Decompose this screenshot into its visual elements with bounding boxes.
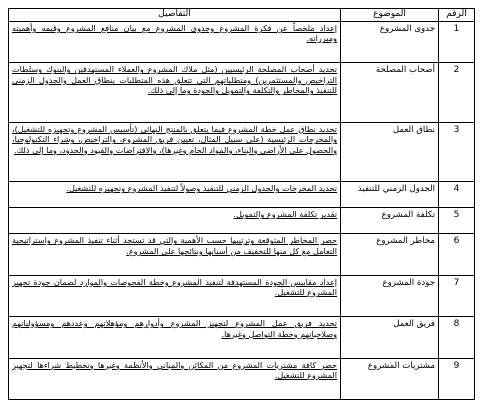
table-row [9, 182, 475, 208]
row-details: حصر المخاطر المتوقعة وترتيبها حسب الأهمية والتي قد تستجد أثناء تنفيذ المشروع واستراتيجية التعامل مع كل منها للتخفيف من أسبابها ونتائجها على المشروع. [12, 235, 337, 256]
row-details: تحديد فريق عمل المشروع لتجهيز المشروع وأدوارهم ومؤهلاتهم وعددهم ومسؤولياتهم وصلاحياتهم وخطة التواصل وغيرها. [12, 318, 337, 339]
row-details-cell [9, 317, 341, 358]
row-topic: مخاطر المشروع [341, 234, 439, 275]
row-topic: جدوى المشروع [341, 22, 439, 63]
row-details: تحديد أصحاب المصلحة الرئيسيين (مثل ملاك المشروع والعملاء المستهدفين والبنوك وسلطات التراخيص والمستثمرين) ومتطلباتهم التي تتعلق هذه المتطلبات بنطاق العمل والجدول الزمني للتنفيذ والمخاطر والتكلفة والتمويل والجودة وما إلى ذلك. [12, 64, 337, 96]
row-details: تقدير تكلفة المشروع والتمويل. [233, 209, 337, 220]
table-row [9, 122, 475, 181]
table-row [9, 63, 475, 122]
row-number: 8 [439, 317, 475, 358]
project-plan-table [8, 8, 475, 400]
row-details: إعداد مقاييس الجودة المستهدفة لتنفيذ المشروع وخطة الفحوصات والموارد لضمان جودة تجهيز المشروع للتشغيل. [12, 276, 337, 298]
row-topic: تكلفة المشروع [341, 208, 439, 234]
row-number: 6 [439, 234, 475, 275]
table-row [9, 275, 475, 316]
row-topic: أصحاب المصلحة [341, 63, 439, 122]
row-details: تحديد نطاق عمل خطة المشروع فيما يتعلق بالمنتج النهائي (تأسيس المشروع وتجهيزه للتشغيل)، والمخرجات الرئيسية (على سبيل المثال، تعيين فريق المشروع، والتراخيص، وشراء التكنولوجيا، والحصول على الأراضي والبناء، والمواد الخام وغيرها)، والافتراضات والقيود والحدود، وما إلى ذلك. [12, 123, 337, 155]
row-number: 7 [439, 275, 475, 316]
row-details: حصر كافة مشتريات المشروع من المكائن والمباني والأنظمة وغيرها وتخطيط شراءها لتجهيز المشروع للتشغيل. [12, 359, 337, 380]
row-details: تحديد المخرجات والجدول الزمني للتنفيذ وصولاً لتنفيذ المشروع وتجهيزه للتشغيل. [66, 183, 337, 194]
header-details: التفاصيل [9, 9, 341, 22]
row-topic: مشتريات المشروع [341, 358, 439, 399]
row-details: إعداد ملخصاً عن فكرة المشروع وجدوى المشروع مع بيان منافع المشروع وقيمه وأهميته ومبرراته. [12, 23, 337, 44]
row-topic: نطاق العمل [341, 122, 439, 181]
row-number: 9 [439, 358, 475, 399]
row-topic: جودة المشروع [341, 275, 439, 316]
row-number: 4 [439, 182, 475, 208]
row-details-cell [9, 358, 341, 399]
table-row [9, 208, 475, 234]
row-number: 3 [439, 122, 475, 181]
row-details-cell [9, 275, 341, 316]
row-number: 2 [439, 63, 475, 122]
header-topic: الموضوع [341, 9, 439, 22]
row-topic: الجدول الزمني للتنفيذ [341, 182, 439, 208]
row-details-cell [9, 22, 341, 63]
row-number: 1 [439, 22, 475, 63]
row-number: 5 [439, 208, 475, 234]
table-row [9, 317, 475, 358]
row-topic: فريق العمل [341, 317, 439, 358]
table-row [9, 358, 475, 399]
header-number: الرقم [439, 9, 475, 22]
row-details-cell [9, 122, 341, 181]
row-details-cell [9, 208, 341, 234]
header-row [9, 9, 475, 22]
row-details-cell [9, 234, 341, 275]
table-row [9, 234, 475, 275]
row-details-cell [9, 63, 341, 122]
table-row [9, 22, 475, 63]
row-details-cell [9, 182, 341, 208]
document-page [8, 8, 474, 400]
